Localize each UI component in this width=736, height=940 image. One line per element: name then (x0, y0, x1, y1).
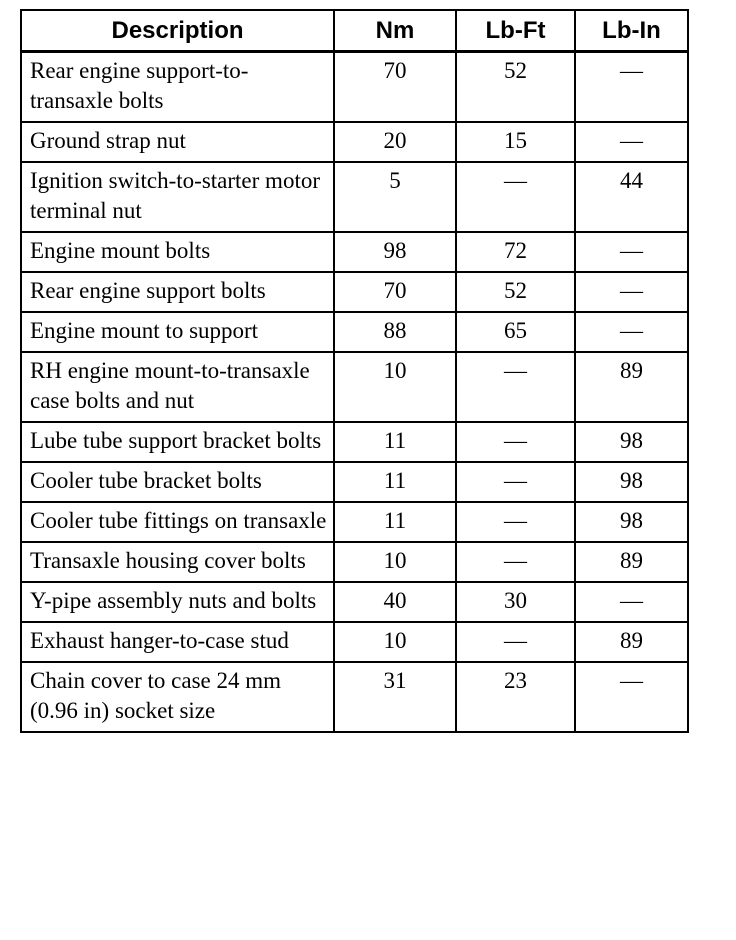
lbin-cell: 98 (575, 462, 688, 502)
nm-cell: 11 (334, 502, 456, 542)
description-cell: Rear engine support bolts (21, 272, 334, 312)
nm-cell: 40 (334, 582, 456, 622)
table-row (21, 162, 688, 232)
table-row (21, 462, 688, 502)
lbin-cell: — (575, 582, 688, 622)
nm-cell: 5 (334, 162, 456, 232)
description-cell: RH engine mount-to-transaxle case bolts and nut (21, 352, 334, 422)
lbin-cell: 44 (575, 162, 688, 232)
lbft-cell: — (456, 162, 575, 232)
lbft-cell: — (456, 462, 575, 502)
table-row (21, 122, 688, 162)
description-cell: Rear engine support-to-transaxle bolts (21, 52, 334, 123)
lbin-cell: — (575, 122, 688, 162)
lbin-cell: 89 (575, 542, 688, 582)
header-nm: Nm (334, 10, 456, 52)
torque-spec-table (20, 9, 689, 733)
lbin-cell: — (575, 312, 688, 352)
lbin-cell: 98 (575, 502, 688, 542)
lbft-cell: 23 (456, 662, 575, 732)
description-cell: Transaxle housing cover bolts (21, 542, 334, 582)
nm-cell: 88 (334, 312, 456, 352)
description-cell: Chain cover to case 24 mm (0.96 in) socket size (21, 662, 334, 732)
description-cell: Y-pipe assembly nuts and bolts (21, 582, 334, 622)
lbft-cell: — (456, 422, 575, 462)
description-cell: Ignition switch-to-starter motor terminal nut (21, 162, 334, 232)
description-cell: Engine mount bolts (21, 232, 334, 272)
lbin-cell: — (575, 662, 688, 732)
nm-cell: 11 (334, 422, 456, 462)
table-row (21, 272, 688, 312)
nm-cell: 70 (334, 272, 456, 312)
table-row (21, 312, 688, 352)
nm-cell: 31 (334, 662, 456, 732)
lbft-cell: 52 (456, 272, 575, 312)
header-lbft: Lb-Ft (456, 10, 575, 52)
lbft-cell: 15 (456, 122, 575, 162)
lbft-cell: 65 (456, 312, 575, 352)
lbft-cell: — (456, 542, 575, 582)
lbin-cell: 89 (575, 622, 688, 662)
description-cell: Cooler tube fittings on transaxle (21, 502, 334, 542)
lbft-cell: 52 (456, 52, 575, 123)
lbin-cell: — (575, 272, 688, 312)
table-row (21, 622, 688, 662)
description-cell: Lube tube support bracket bolts (21, 422, 334, 462)
nm-cell: 20 (334, 122, 456, 162)
table-row (21, 52, 688, 123)
table-row (21, 422, 688, 462)
nm-cell: 10 (334, 352, 456, 422)
lbft-cell: — (456, 352, 575, 422)
lbft-cell: — (456, 502, 575, 542)
description-cell: Engine mount to support (21, 312, 334, 352)
description-cell: Cooler tube bracket bolts (21, 462, 334, 502)
table-row (21, 352, 688, 422)
lbin-cell: 89 (575, 352, 688, 422)
table-row (21, 662, 688, 732)
lbft-cell: 30 (456, 582, 575, 622)
lbin-cell: — (575, 232, 688, 272)
nm-cell: 10 (334, 622, 456, 662)
description-cell: Exhaust hanger-to-case stud (21, 622, 334, 662)
header-row (21, 10, 688, 52)
nm-cell: 11 (334, 462, 456, 502)
table-row (21, 542, 688, 582)
description-cell: Ground strap nut (21, 122, 334, 162)
nm-cell: 10 (334, 542, 456, 582)
header-description: Description (21, 10, 334, 52)
table-row (21, 582, 688, 622)
lbft-cell: — (456, 622, 575, 662)
header-lbin: Lb-In (575, 10, 688, 52)
table-row (21, 232, 688, 272)
lbin-cell: — (575, 52, 688, 123)
lbft-cell: 72 (456, 232, 575, 272)
nm-cell: 70 (334, 52, 456, 123)
nm-cell: 98 (334, 232, 456, 272)
lbin-cell: 98 (575, 422, 688, 462)
table-row (21, 502, 688, 542)
